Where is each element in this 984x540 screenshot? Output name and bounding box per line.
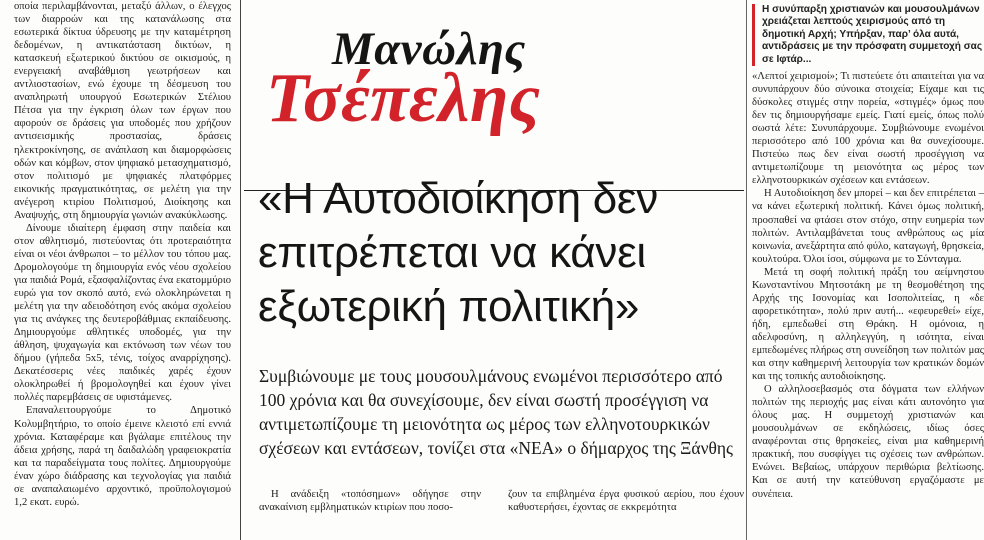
interviewee-first-name: Μανώλης (332, 23, 526, 75)
right-column (752, 70, 984, 501)
left-paragraph-3: Επαναλειτουργούμε το Δημοτικό Κολυμβητήριο, το οποίο έμεινε κλειστό επί εννιά χρόνια. Καταφέραμε και βγάλαμε επιτέλους την άδεια χρήσης, παρά τη δαιδαλώδη γραφειοκρατία και τα παραδείγματα τους πολίτες. Δημιουργούμε έναν χώρο διάδρασης και τεχνολογίας για παιδιά σε αναπαλαιωμένο αρχοντικό, προϋπολογισμού 1,2 εκατ. ευρώ. (14, 405, 231, 508)
right-paragraph-4: Ο αλληλοσεβασμός στα δόγματα των ελλήνων πολιτών της περιοχής μας είναι κάτι αυτονόητο για όλους μας. Η συμμετοχή χριστιανών και μουσουλμάνων σε εκδηλώσεις, ιδίως όσες αναφέρονται στις θρησκείες, είναι μια καθημερινή πρακτική, που συσφίγγει τις σχέσεις των ανθρώπων. Ενώνει. Βεβαίως, υπάρχουν περιθώρια βελτίωσης. Και σε αυτή την κατεύθυνση εργαζόμαστε με συνέπεια. (752, 384, 984, 500)
interview-question: Η συνύπαρξη χριστιανών και μουσουλμάνων χρειάζεται λεπτούς χειρισμούς από τη δημοτική Αρχή; Υπήρξαν, παρ’ όλα αυτά, αντιδράσεις με την πρόσφατη συμμετοχή σας σε Ιφτάρ... (752, 4, 984, 66)
deck: Συμβιώνουμε με τους μουσουλμάνους ενωμένοι περισσότερο από 100 χρόνια και θα συνεχίσουμε, δεν είναι σωστή προσέγγιση να αντιμετωπίζουμε τη μειονότητα ως μέρος των ελληνοτουρκικών σχέσεων και εντάσεων, τονίζει στα «ΝΕΑ» ο δήμαρχος της Ξάνθης (259, 366, 733, 458)
right-paragraph-1: «Λεπτοί χειρισμοί»; Τι πιστεύετε ότι απαιτείται για να συνυπάρχουν δύο σύνοικα στοιχεία; Είχαμε και τις δύσκολες στιγμές στην πορεία, «στιγμές» όμως που δεν τις δημιουργήσαμε εμείς. Γιατί εμείς, όπως πολύ σωστά λέτε: Συνυπάρχουμε. Συμβιώνουμε ενωμένοι περισσότερο από 100 χρόνια και θα συνεχίσουμε. Πιστεύω πως δεν είναι σωστή προσέγγιση να αντιμετωπίζουμε τη μειονότητα ως μέρος των ελληνοτουρκικών σχέσεων και εντάσεων. (752, 71, 984, 187)
left-paragraph-2: Δίνουμε ιδιαίτερη έμφαση στην παιδεία και στον αθλητισμό, πιστεύοντας ότι προτεραιότητα είναι οι νέοι άνθρωποι – το μέλλον του τόπου μας. Δρομολογούμε τη δημιουργία ενός νέου σχολείου για παιδιά Ρομά, εξασφαλίζοντας ένα εκατομμύριο ευρώ για τον σκοπό αυτό, ενώ ολοκληρώνεται η μελέτη για την αδειοδότηση ενός ακόμα σχολείου για τις ανάγκες της δευτεροβάθμιας εκπαίδευσης. Δημιουργούμε αθλητικές υποδομές, για την άθληση, ψυχαγωγία και εκτόνωση των νέων του δήμου (γήπεδα 5x5, τένις, τοίχος αναρρίχησης). Δεκατέσσερις νέες παιδικές χαρές έχουν ολοκληρωθεί ή βρομολογηθεί και έχουν γίνει πολλές παρεμβάσεις σε υφιστάμενες. (14, 222, 231, 404)
body-column-1: Η ανάδειξη «τοπόσημων» οδήγησε στην ανακαίνιση εμβληματικών κτιρίων που ποσο- (259, 489, 481, 514)
headline: «Η Αυτοδιοίκηση δεν επιτρέπεται να κάνει εξωτερική πολιτική» (258, 174, 658, 331)
right-paragraph-3: Μετά τη σοφή πολιτική πράξη του αείμνηστου Κωνσταντίνου Μητσοτάκη με τη θεσμοθέτηση της Αρχής της Ισονομίας και Ισοπολιτείας, η «δε αφορετικότητα», πολύ πριν αυτή... «εφευρεθεί» είχε, ήδη, εμπεδωθεί στη Θράκη. Η ομόνοια, η αδελφοσύνη, η αλληλεγγύη, η ισότητα, είναι εμπεδωμένες πλήρως στη συνείδηση των πολιτών μας και στην καθημερινή λειτουργία των κρατικών δομών και της τοπικής αυτοδιοίκησης. (752, 266, 984, 383)
interviewee-last-name: Τσέπελης (266, 60, 541, 137)
left-paragraph-1: οποία περιλαμβάνονται, μεταξύ άλλων, ο έλεγχος των διαρροών και της κατανάλωσης στα εσωτερικά δίκτυα ύδρευσης με την καταμέτρηση δεδομένων, η αντικατάσταση δικτύων, η κατασκευή εξωτερικού δικτύου σε οικισμούς, η ενεργειακή αναβάθμιση γεωτρήσεων και αντλιοστασίων, ενώ έχουμε τη δέσμευση του αναπληρωτή υπουργού Εσωτερικών Στέλιου Πέτσα για την έγκριση όλων των έργων που αφορούν σε δράσεις για υποδομές που χρήζουν αντισεισμικής προστασίας, δράσεις ηλεκτροκίνησης, σε ανάπλαση και διαμορφώσεις οδών και κόμβων, στον ψηφιακό μετασχηματισμό, στον πολιτισμό με ψηφιακές πλατφόρμες εικονικής πραγματικότητας, σε μελέτη για την ανέγερση κτιρίου Πολιτισμού, Διοίκησης και Αναψυχής, στη δημιουργία γωνιών ανακύκλωσης. (14, 1, 231, 221)
right-paragraph-2: Η Αυτοδιοίκηση δεν μπορεί – και δεν επιτρέπεται – να κάνει εξωτερική πολιτική. Κάνει όμως πολιτική, προσπαθεί να φτάσει στον στόχο, στην ευημερία των πολιτών. Αντιλαμβάνεται τους ανθρώπους ως μία κοινωνία, ανεξάρτητα από φύλο, καταγωγή, θρησκεία, κουλτούρα. Όλοι ίσοι, σύμφωνα με το Σύνταγμα. (752, 188, 984, 265)
body-column-2: ζουν τα επιβλημένα έργα φυσικού αερίου, που έχουν καθυστερήσει, έχοντας σε εκκρεμότητα (508, 489, 744, 514)
column-divider (240, 0, 241, 540)
left-column (14, 0, 231, 509)
